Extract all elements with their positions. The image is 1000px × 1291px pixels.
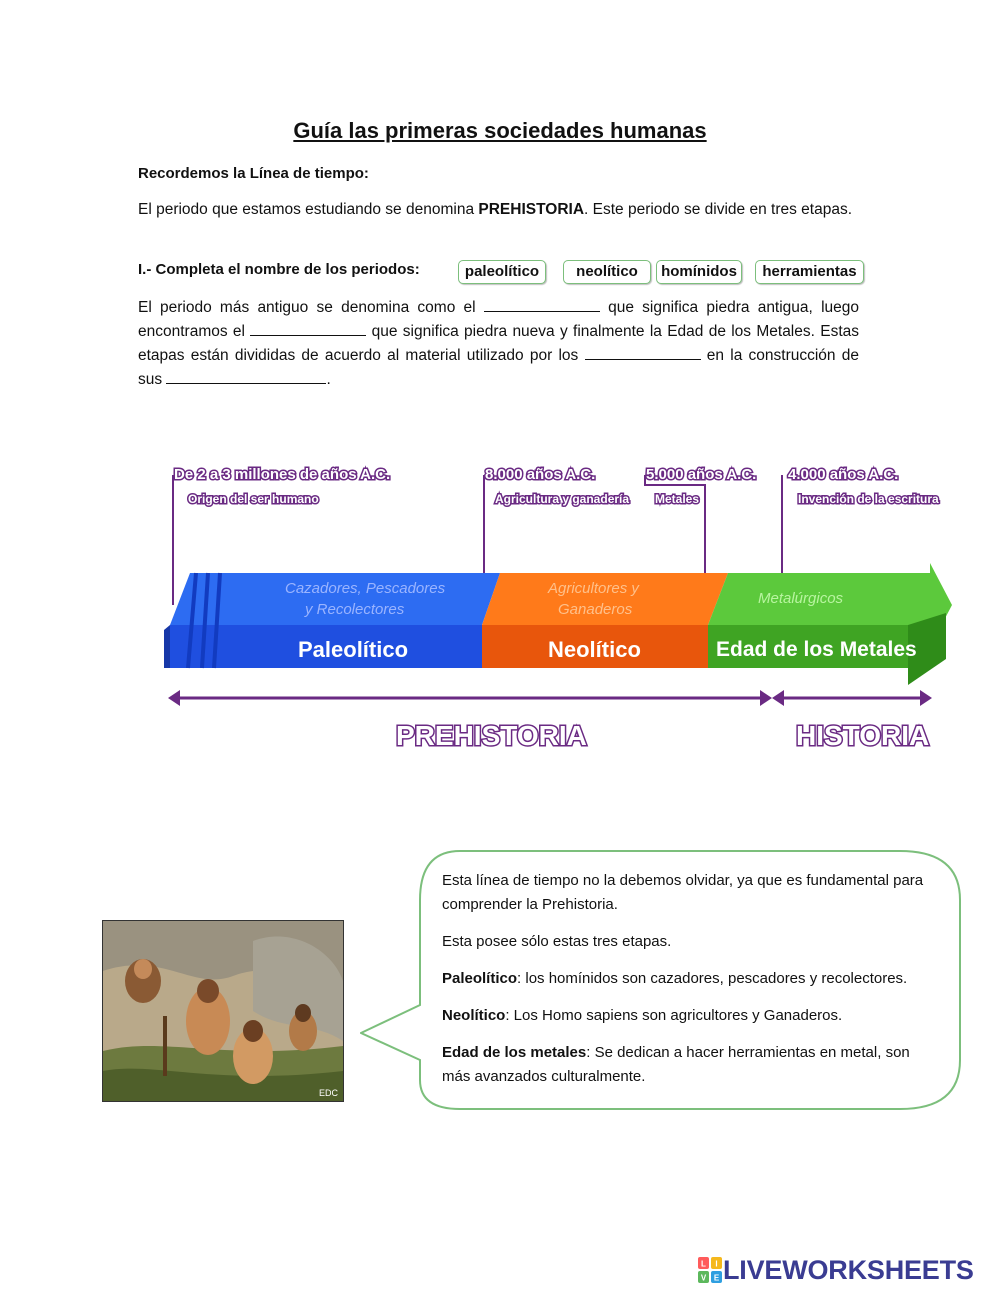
svg-text:E: E xyxy=(713,1273,720,1283)
marker-1-date: De 2 a 3 millones de años A.C. xyxy=(174,466,391,483)
neolitico-subtitle-2: Ganaderos xyxy=(558,601,633,618)
bubble-term-metales: Edad de los metales xyxy=(442,1044,587,1061)
fill-in-paragraph xyxy=(138,296,859,392)
period-neolitico xyxy=(482,573,728,668)
historia-label: HISTORIA xyxy=(796,720,930,751)
bubble-text xyxy=(442,869,938,1102)
blank-3[interactable] xyxy=(585,345,701,360)
blank-1[interactable] xyxy=(484,297,600,312)
marker-2-date: 8.000 años A.C. xyxy=(485,466,596,483)
marker-3-event: Metales xyxy=(655,492,700,506)
word-chip-paleolitico[interactable]: paleolítico xyxy=(458,260,546,284)
metales-subtitle: Metalúrgicos xyxy=(758,590,844,607)
svg-text:V: V xyxy=(700,1273,707,1283)
svg-text:I: I xyxy=(715,1259,718,1269)
fill-text-3: que significa piedra nueva y finalmente la Edad de los Metales. Estas etapas están divididas de acuerdo al material utilizado por los xyxy=(138,323,859,364)
svg-text:L: L xyxy=(701,1259,706,1269)
word-chip-neolitico[interactable]: neolítico xyxy=(563,260,651,284)
bubble-desc-metales: : Se dedican a hacer herramientas en metal, son más avanzados culturalmente. xyxy=(442,1044,910,1085)
marker-1-event: Origen del ser humano xyxy=(188,492,319,506)
photo-caption: EDC xyxy=(319,1088,339,1098)
blank-4[interactable] xyxy=(166,369,326,384)
early-humans-illustration xyxy=(102,920,344,1102)
intro-text-after: . Este periodo se divide en tres etapas. xyxy=(584,201,852,218)
neolitico-label: Neolítico xyxy=(548,637,641,662)
historia-arrow xyxy=(772,690,932,706)
word-chip-hominidos[interactable]: homínidos xyxy=(656,260,742,284)
prehistoria-label: PREHISTORIA xyxy=(396,720,587,751)
intro-paragraph xyxy=(138,198,859,222)
page-title: Guía las primeras sociedades humanas xyxy=(293,118,707,143)
bubble-item-neolitico xyxy=(442,1004,938,1028)
blank-2[interactable] xyxy=(250,321,366,336)
period-paleolitico xyxy=(164,573,500,668)
fill-text-4: en la construcción de sus xyxy=(138,347,860,388)
liveworksheets-logo-text: LIVEWORKSHEETS xyxy=(723,1254,974,1285)
prehistoria-arrow xyxy=(168,690,772,706)
bubble-desc-paleolitico: : los homínidos son cazadores, pescadores y recolectores. xyxy=(517,970,908,987)
timeline-diagram xyxy=(160,455,960,765)
bubble-term-neolitico: Neolítico xyxy=(442,1007,506,1024)
neolitico-subtitle-1: Agricultores y xyxy=(548,580,639,597)
fill-text-2: que significa piedra antigua, luego encontramos el xyxy=(138,299,860,340)
marker-3-date: 5.000 años A.C. xyxy=(646,466,757,483)
intro-prehistoria: PREHISTORIA xyxy=(478,201,585,218)
bubble-term-paleolitico: Paleolítico xyxy=(442,970,518,987)
bubble-paragraph-2: Esta posee sólo estas tres etapas. xyxy=(442,933,672,950)
marker-4-date: 4.000 años A.C. xyxy=(788,466,899,483)
bubble-paragraph-1: Esta línea de tiempo no la debemos olvidar, ya que es fundamental para comprender la Prehistoria. xyxy=(442,872,924,913)
instruction-label: I.- Completa el nombre de los periodos: xyxy=(138,261,420,278)
period-metales xyxy=(708,563,952,685)
fill-text-5: . xyxy=(326,371,331,388)
fill-text-1: El periodo más antiguo se denomina como el xyxy=(138,299,476,316)
paleolitico-label: Paleolítico xyxy=(298,637,409,662)
paleolitico-subtitle-2: y Recolectores xyxy=(305,601,405,618)
bubble-item-paleolitico xyxy=(442,967,938,991)
paleolitico-subtitle-1: Cazadores, Pescadores xyxy=(285,580,446,597)
liveworksheets-logo[interactable] xyxy=(697,1253,974,1287)
marker-4-event: Invención de la escritura xyxy=(798,492,939,506)
bubble-desc-neolitico: : Los Homo sapiens son agricultores y Ganaderos. xyxy=(505,1007,843,1024)
metales-label: Edad de los Metales xyxy=(716,638,917,661)
word-chip-herramientas[interactable]: herramientas xyxy=(755,260,864,284)
liveworksheets-logo-icon xyxy=(697,1256,723,1284)
bubble-item-metales xyxy=(442,1041,938,1089)
marker-2-event: Agricultura y ganadería xyxy=(495,492,630,506)
intro-text-before: El periodo que estamos estudiando se denomina xyxy=(138,201,479,218)
section-subheading: Recordemos la Línea de tiempo: xyxy=(138,165,369,182)
marker-line-3 xyxy=(645,475,705,580)
